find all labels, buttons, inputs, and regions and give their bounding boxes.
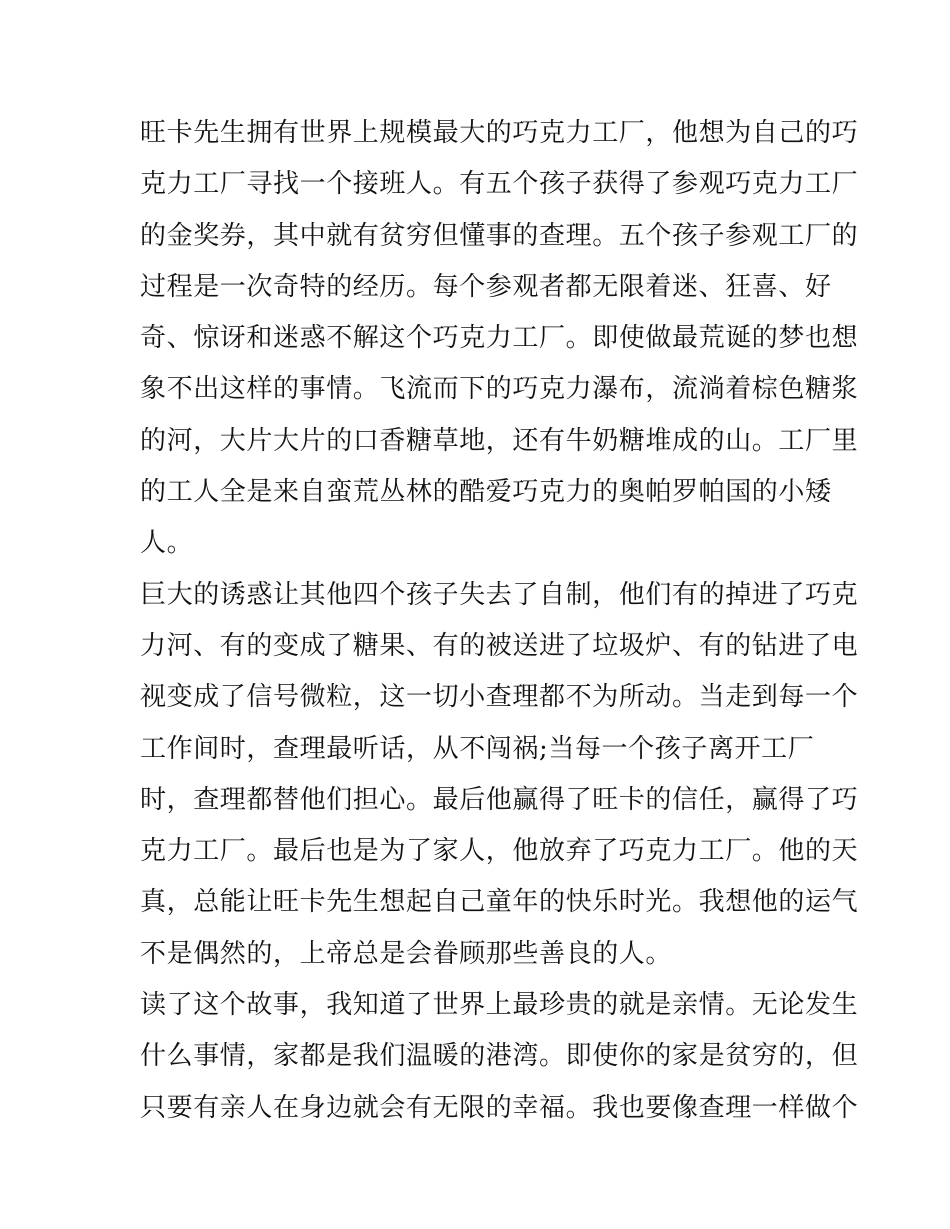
- text-line: 时，查理都替他们担心。最后他赢得了旺卡的信任，赢得了巧: [140, 784, 859, 815]
- text-line: 真，总能让旺卡先生想起自己童年的快乐时光。我想他的运气: [140, 887, 859, 918]
- text-line: 的工人全是来自蛮荒丛林的酷爱巧克力的奥帕罗帕国的小矮: [140, 477, 832, 508]
- text-line: 旺卡先生拥有世界上规模最大的巧克力工厂，他想为自己的巧: [140, 118, 859, 148]
- text-line: 视变成了信号微粒，这一切小查理都不为所动。当走到每一个: [140, 682, 859, 713]
- text-line: 力河、有的变成了糖果、有的被送进了垃圾炉、有的钻进了电: [140, 630, 859, 661]
- text-line: 克力工厂。最后也是为了家人，他放弃了巧克力工厂。他的天: [140, 836, 859, 867]
- text-line: 不是偶然的，上帝总是会眷顾那些善良的人。: [140, 938, 673, 969]
- text-line: 只要有亲人在身边就会有无限的幸福。我也要像查理一样做个: [140, 1092, 859, 1123]
- document-body-text: [140, 108, 859, 1134]
- text-line: 读了这个故事，我知道了世界上最珍贵的就是亲情。无论发生: [140, 990, 859, 1021]
- text-line: 人。: [140, 528, 194, 559]
- text-line: 的河，大片大片的口香糖草地，还有牛奶糖堆成的山。工厂里: [140, 425, 859, 456]
- text-line: 奇、惊讶和迷惑不解这个巧克力工厂。即使做最荒诞的梦也想: [140, 323, 859, 354]
- text-line: 象不出这样的事情。飞流而下的巧克力瀑布，流淌着棕色糖浆: [140, 374, 859, 405]
- text-line: 克力工厂寻找一个接班人。有五个孩子获得了参观巧克力工厂: [140, 169, 859, 200]
- text-line: 过程是一次奇特的经历。每个参观者都无限着迷、狂喜、好: [140, 271, 832, 302]
- text-line: 巨大的诱惑让其他四个孩子失去了自制，他们有的掉进了巧克: [140, 579, 859, 610]
- text-line: 工作间时，查理最听话，从不闯祸;当每一个孩子离开工厂: [140, 733, 815, 764]
- text-line: 什么事情，家都是我们温暖的港湾。即使你的家是贫穷的，但: [140, 1041, 859, 1072]
- text-line: 的金奖券，其中就有贫穷但懂事的查理。五个孩子参观工厂的: [140, 220, 859, 251]
